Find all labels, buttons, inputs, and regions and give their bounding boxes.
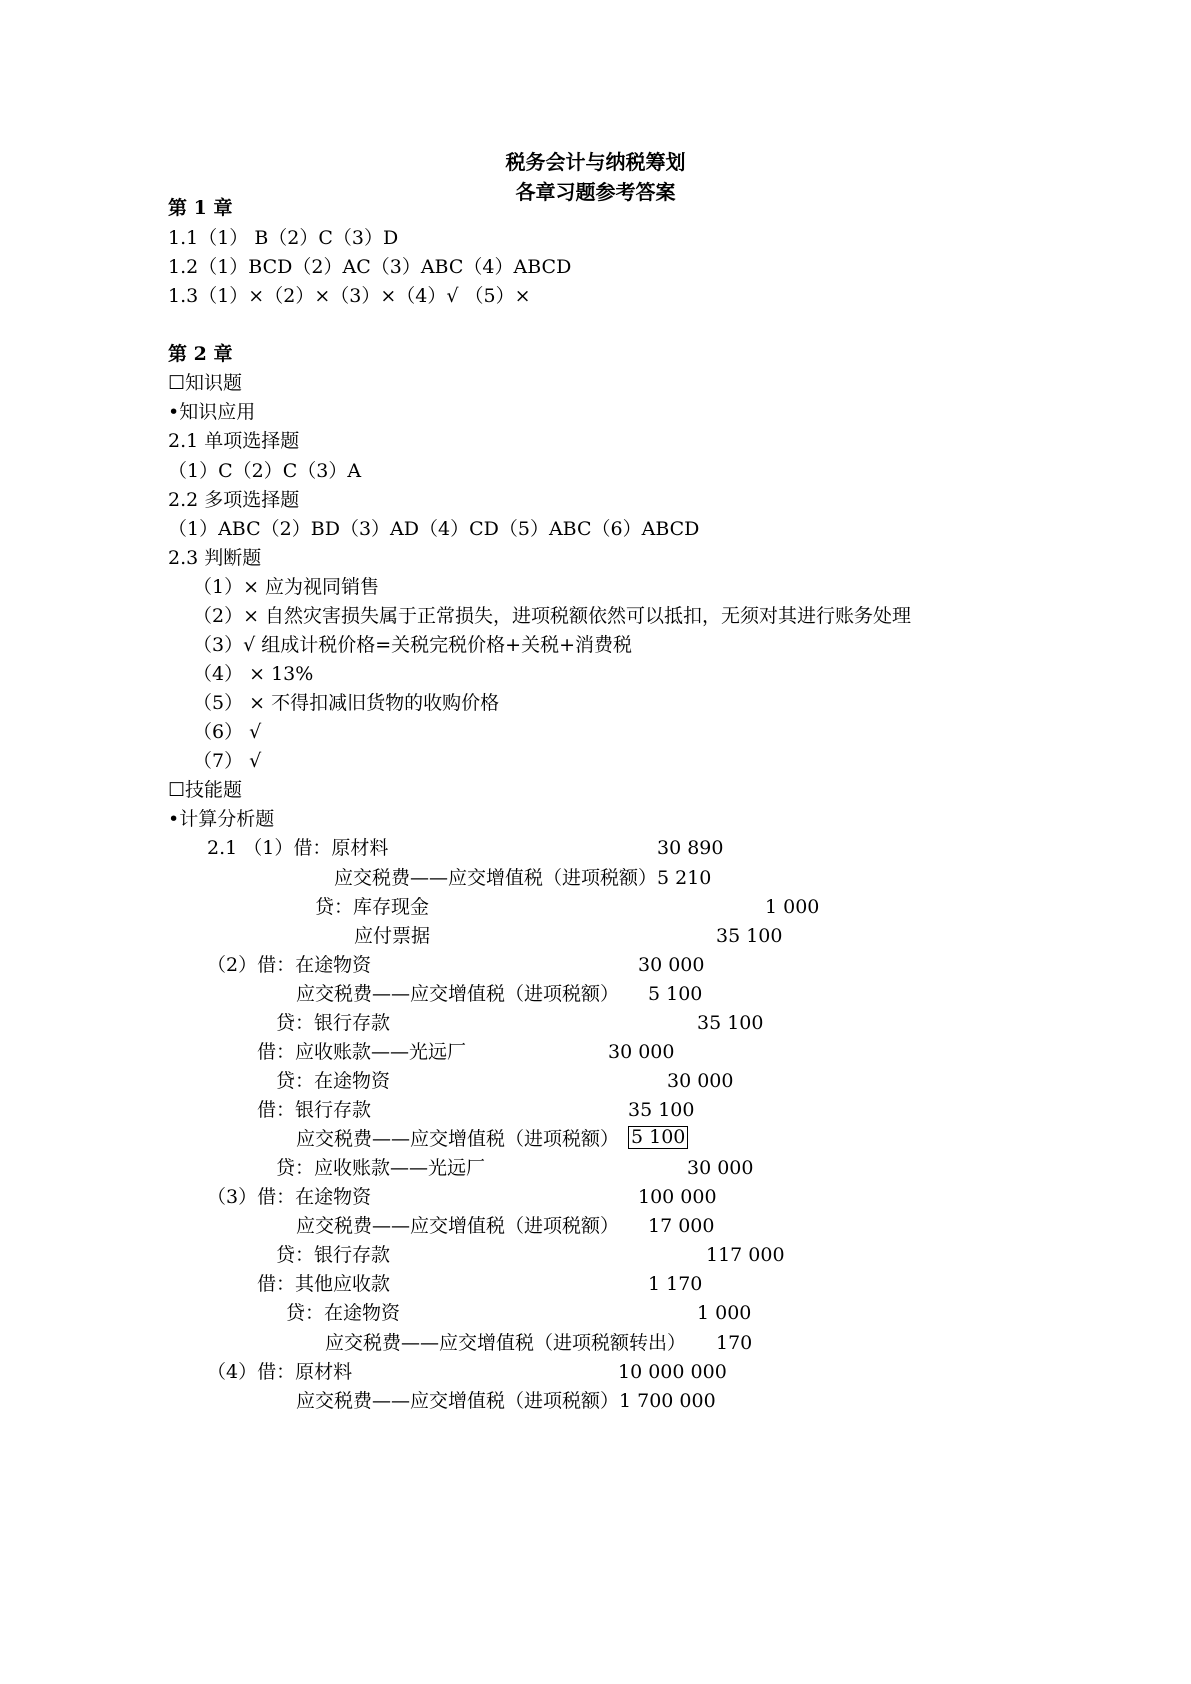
entry-amount: 30 890 (657, 837, 724, 859)
judge-item: （6） √ (193, 721, 262, 743)
entry-text: 应付票据 (354, 925, 431, 947)
entry-amount: 5 100 (648, 983, 703, 1005)
entry-text: 应交税费——应交增值税（进项税额） (296, 983, 620, 1005)
q22-title: 2.2 多项选择题 (168, 489, 300, 511)
entry-text: 贷：银行存款 (276, 1244, 391, 1266)
entry-text: （3）借：在途物资 (207, 1186, 372, 1208)
entry-amount: 1 170 (648, 1273, 703, 1295)
doc-title: 税务会计与纳税筹划 (505, 150, 686, 174)
skill-heading: ☐技能题 (168, 779, 243, 801)
entry-text: （2）借：在途物资 (207, 954, 372, 976)
doc-subtitle: 各章习题参考答案 (515, 180, 676, 204)
chapter1-line: 1.1（1） B（2）C（3）D (168, 227, 399, 249)
q21-title: 2.1 单项选择题 (168, 430, 300, 452)
q21-answers: （1）C（2）C（3）A (168, 460, 362, 482)
entry-text: 应交税费——应交增值税（进项税额） (296, 1215, 620, 1237)
entry-amount: 35 100 (716, 925, 783, 947)
chapter1-line: 1.3（1）×（2）×（3）×（4）√ （5）× (168, 285, 531, 307)
entry-amount: 1 000 (765, 896, 820, 918)
entry-text: 借：应收账款——光远厂 (257, 1041, 467, 1063)
judge-item: （7） √ (193, 750, 262, 772)
entry-text: 贷：在途物资 (276, 1070, 391, 1092)
entry-amount: 170 (716, 1332, 753, 1354)
entry-amount: 17 000 (648, 1215, 715, 1237)
entry-text: 贷：银行存款 (276, 1012, 391, 1034)
entry-amount: 30 000 (638, 954, 705, 976)
entry-text: 贷：在途物资 (286, 1302, 401, 1324)
entry-text: （4）借：原材料 (207, 1361, 353, 1383)
entry-text: 2.1 （1）借：原材料 (207, 837, 389, 859)
entry-amount: 10 000 000 (618, 1361, 727, 1383)
entry-text: 借：其他应收款 (257, 1273, 391, 1295)
entry-amount: 100 000 (638, 1186, 717, 1208)
judge-item: （2）× 自然灾害损失属于正常损失，进项税额依然可以抵扣，无须对其进行账务处理 (193, 605, 912, 627)
entry-amount: 30 000 (687, 1157, 754, 1179)
chapter2-heading: 第 2 章 (168, 343, 233, 365)
entry-amount: 35 100 (697, 1012, 764, 1034)
entry-text: 贷：库存现金 (315, 896, 430, 918)
entry-amount: 30 000 (667, 1070, 734, 1092)
entry-amount: 1 000 (697, 1302, 752, 1324)
chapter1-heading: 第 1 章 (168, 197, 233, 219)
entry-amount: 30 000 (608, 1041, 675, 1063)
entry-amount-boxed: 5 100 (628, 1126, 688, 1149)
knowledge-heading: ☐知识题 (168, 372, 243, 394)
judge-item: （1）× 应为视同销售 (193, 576, 380, 598)
knowledge-app-heading: •知识应用 (168, 401, 256, 423)
q22-answers: （1）ABC（2）BD（3）AD（4）CD（5）ABC（6）ABCD (168, 518, 700, 540)
entry-text: 贷：应收账款——光远厂 (276, 1157, 486, 1179)
entry-text: 应交税费——应交增值税（进项税额转出） (325, 1332, 687, 1354)
entry-amount: 35 100 (628, 1099, 695, 1121)
calc-heading: •计算分析题 (168, 808, 275, 830)
judge-item: （5） × 不得扣减旧货物的收购价格 (193, 692, 500, 714)
entry-amount: 117 000 (706, 1244, 785, 1266)
entry-text: 借：银行存款 (257, 1099, 372, 1121)
q23-title: 2.3 判断题 (168, 547, 262, 569)
chapter1-line: 1.2（1）BCD（2）AC（3）ABC（4）ABCD (168, 256, 572, 278)
judge-item: （4） × 13% (193, 663, 314, 685)
entry-text: 应交税费——应交增值税（进项税额）5 210 (334, 867, 712, 889)
entry-text: 应交税费——应交增值税（进项税额）1 700 000 (296, 1390, 716, 1412)
entry-text: 应交税费——应交增值税（进项税额） (296, 1128, 620, 1150)
judge-item: （3）√ 组成计税价格=关税完税价格+关税+消费税 (193, 634, 632, 656)
